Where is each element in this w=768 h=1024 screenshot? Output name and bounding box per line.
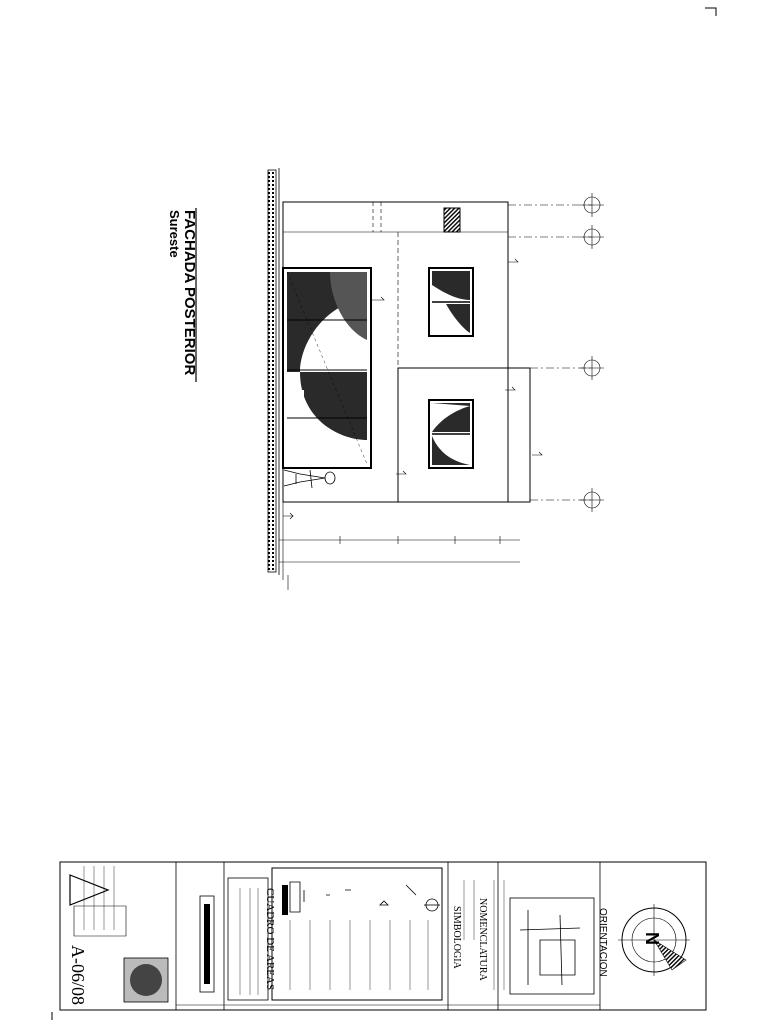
north-arrow-label: N xyxy=(642,932,662,945)
sheet-number: A-06/08 xyxy=(68,945,88,1005)
upper-window-2 xyxy=(429,400,473,468)
nomenclature-title: NOMENCLATURA xyxy=(477,898,488,981)
scale-figure xyxy=(284,470,335,488)
large-glazed-window xyxy=(283,268,371,468)
orientation-title: ORIENTACION xyxy=(597,908,608,977)
grid-axes xyxy=(508,193,604,512)
symbology-title: SIMBOLOGIA xyxy=(451,906,462,969)
title-block xyxy=(60,862,706,1010)
rear-facade-elevation xyxy=(196,168,604,590)
areas-table-title: CUADRO DE AREAS xyxy=(264,888,276,991)
vent-window xyxy=(444,208,460,232)
drawing-title: FACHADA POSTERIOR xyxy=(181,210,198,376)
ground-line xyxy=(268,170,276,572)
dimension-lines xyxy=(279,502,520,590)
upper-window-1 xyxy=(429,268,473,336)
drawing-subtitle: Sureste xyxy=(167,210,182,258)
